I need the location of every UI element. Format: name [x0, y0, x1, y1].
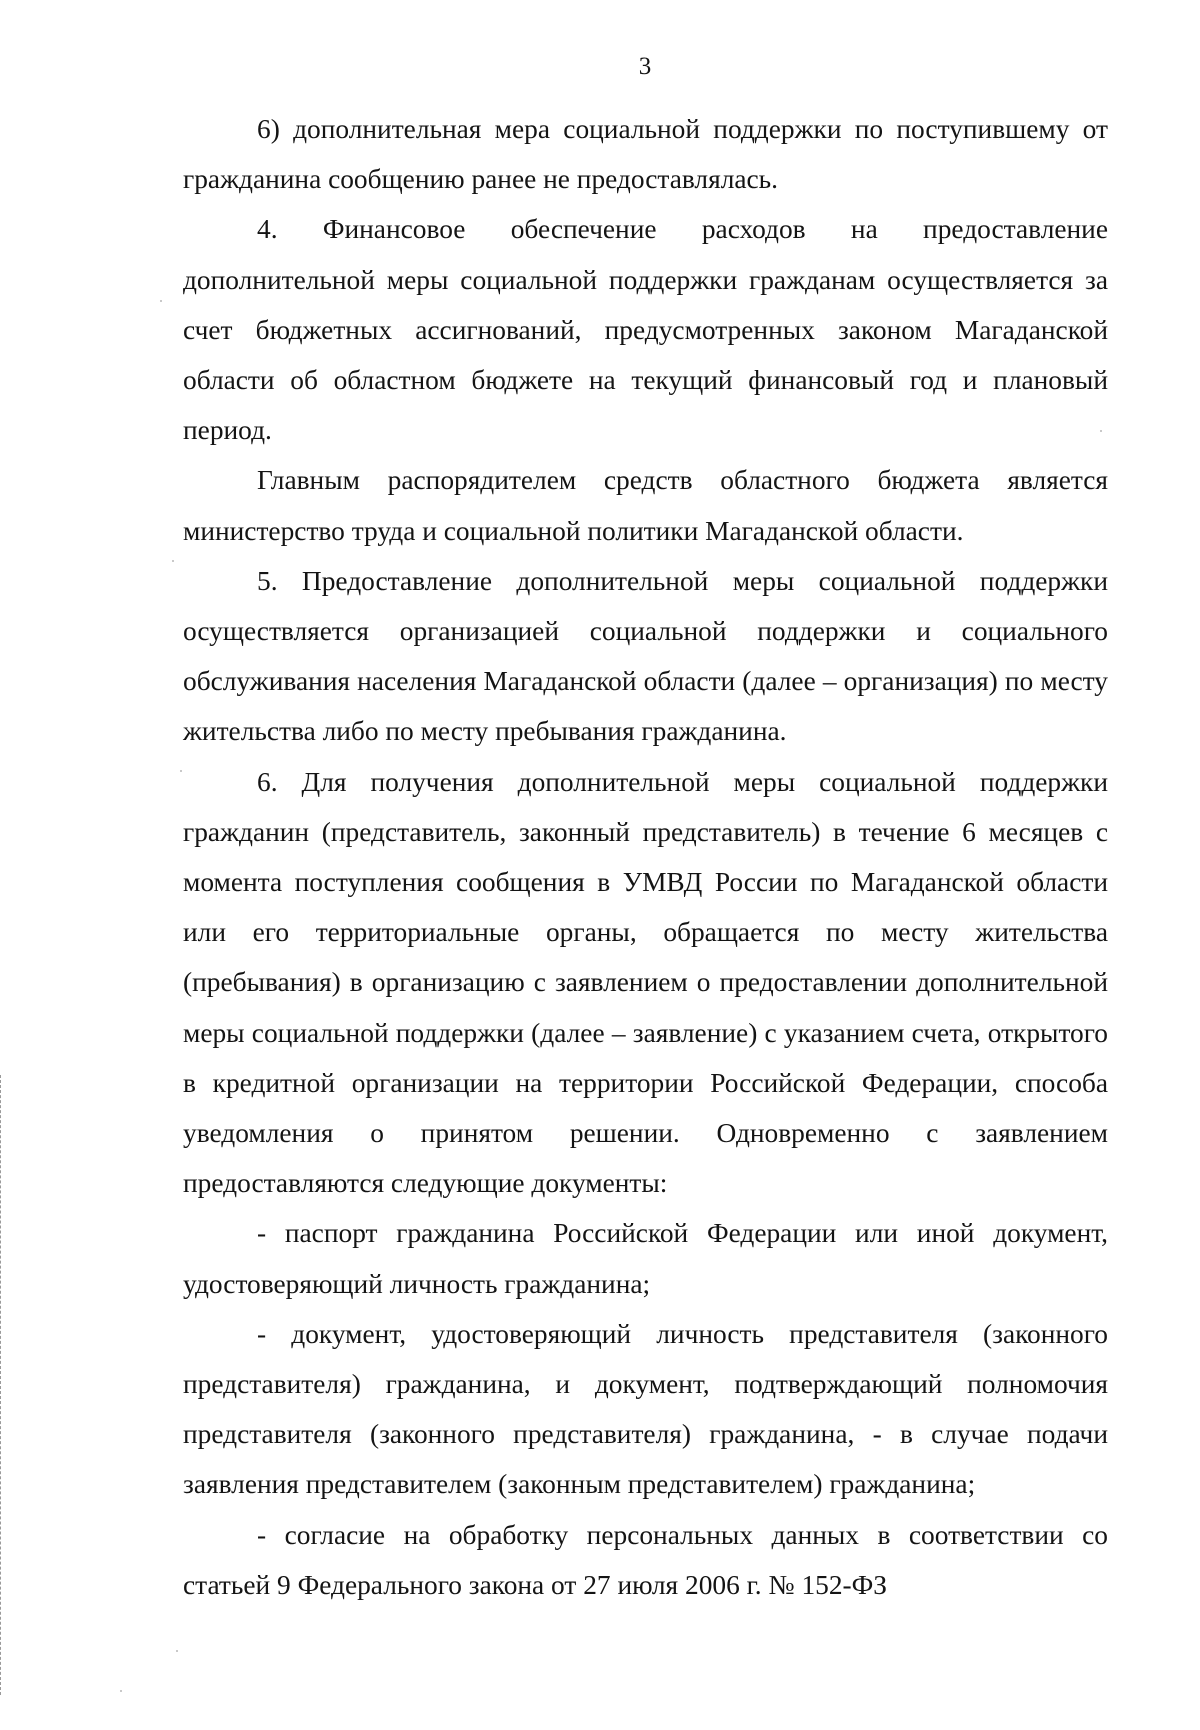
- document-body: [183, 104, 1108, 1610]
- scan-speck: [176, 1650, 178, 1652]
- scan-speck: [160, 300, 162, 302]
- list-item-passport: - паспорт гражданина Российской Федерации или иной документ, удостоверяющий личность гражданина;: [183, 1218, 1108, 1299]
- scan-speck: [1100, 430, 1102, 432]
- page-number: 3: [638, 53, 652, 80]
- paragraph-clause-5-provision: 5. Предоставление дополнительной меры социальной поддержки осуществляется организацией социальной поддержки и социального обслуживания населения Магаданской области (далее – организация) по месту жительства либо по месту пребывания гражданина.: [183, 565, 1108, 747]
- scan-speck: [180, 770, 182, 772]
- paragraph-clause-6-application: 6. Для получения дополнительной меры социальной поддержки гражданин (представитель, законный представитель) в течение 6 месяцев с момента поступления сообщения в УМВД России по Магаданской области или его территориальные органы, обращается по месту жительства (пребывания) в организацию с заявлением о предоставлении дополнительной меры социальной поддержки (далее – заявление) с указанием счета, открытого в кредитной организации на территории Российской Федерации, способа уведомления о принятом решении. Одновременно с заявлением предоставляются следующие документы:: [183, 766, 1108, 1199]
- scan-speck: [120, 1690, 122, 1692]
- paragraph-item-6: 6) дополнительная мера социальной поддержки по поступившему от гражданина сообщению ранее не предоставлялась.: [183, 114, 1108, 195]
- list-item-personal-data-consent: - согласие на обработку персональных данных в соответствии со статьей 9 Федерального закона от 27 июля 2006 г. № 152-ФЗ: [183, 1519, 1108, 1600]
- scan-edge-mark: [0, 1075, 4, 1695]
- paragraph-clause-4-financing: 4. Финансовое обеспечение расходов на предоставление дополнительной меры социальной поддержки гражданам осуществляется за счет бюджетных ассигнований, предусмотренных законом Магаданской области об областном бюджете на текущий финансовый год и плановый период.: [183, 214, 1108, 446]
- paragraph-chief-administrator: Главным распорядителем средств областного бюджета является министерство труда и социальной политики Магаданской области.: [183, 465, 1108, 546]
- list-item-representative-document: - документ, удостоверяющий личность представителя (законного представителя) гражданина, и документ, подтверждающий полномочия представителя (законного представителя) гражданина, - в случае подачи заявления представителем (законным представителем) гражданина;: [183, 1318, 1108, 1500]
- scan-speck: [172, 560, 174, 562]
